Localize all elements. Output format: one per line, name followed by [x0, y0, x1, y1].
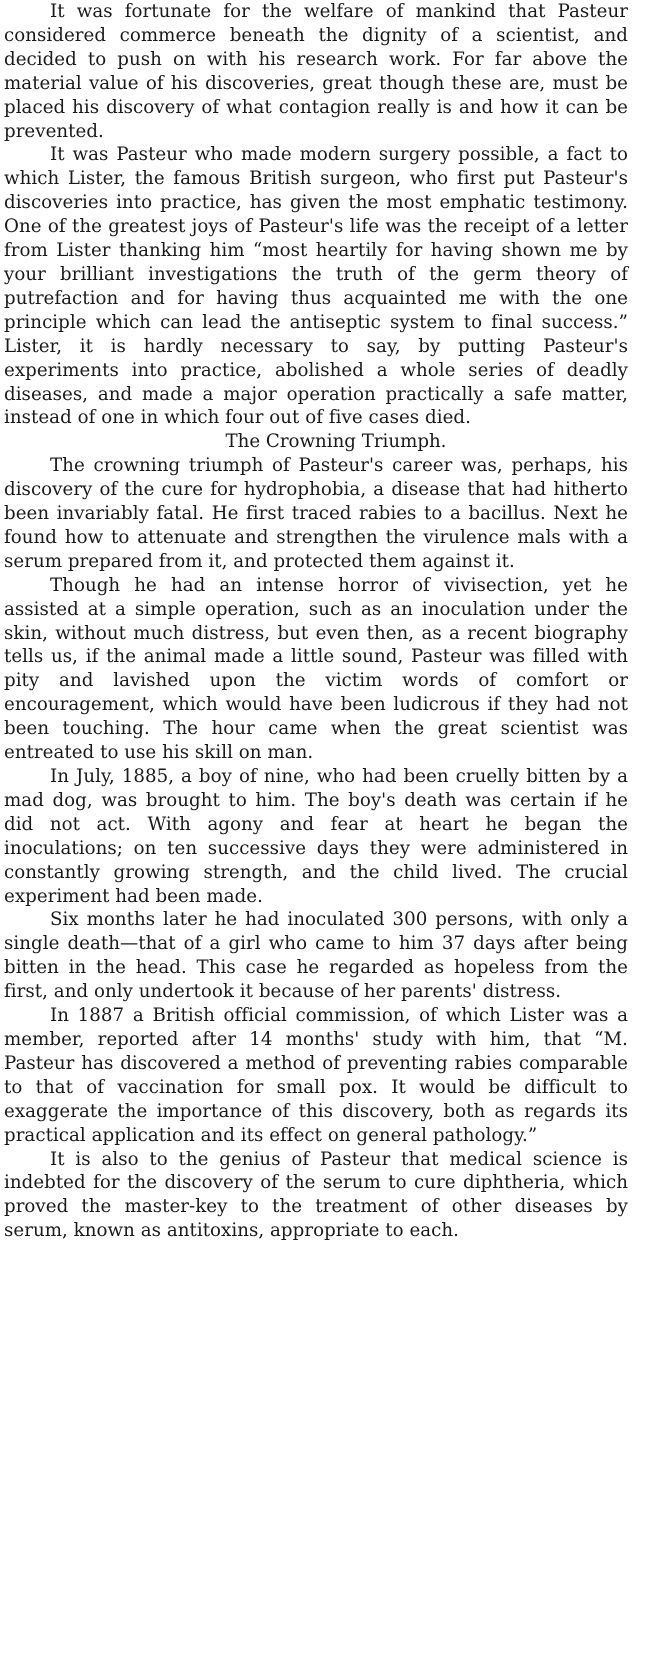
paragraph-hydrophobia: The crowning triumph of Pasteur's career was, perhaps, his discovery of the cure for hydrophobia, a disease that had hitherto been invariably fatal. He first traced rabies to a bacillus. Next he found how to attenuate and strengthen the virulence mals with a serum prepared from it, and protected them against it. [4, 455, 628, 572]
paragraph-diphtheria: It is also to the genius of Pasteur that medical science is indebted for the discovery of the serum to cure diphtheria, which proved the master-key to the treatment of other diseases by serum, known as antitoxins, appropriate to each. [4, 1148, 628, 1242]
section-heading: The Crowning Triumph. [225, 431, 447, 453]
article-body [4, 0, 628, 1243]
paragraph-july-1885: In July, 1885, a boy of nine, who had been cruelly bitten by a mad dog, was brought to him. The boy's death was certain if he did not act. With agony and fear at heart he began the inoculations; on ten successive days they were administered in constantly growing strength, and the child lived. The crucial experiment had been made. [4, 766, 628, 907]
paragraph-commerce: It was fortunate for the welfare of mankind that Pasteur considered commerce beneath the dignity of a scientist, and decided to push on with his research work. For far above the material value of his discoveries, great though these are, must be placed his discovery of what contagion really is and how it can be prevented. [4, 1, 628, 142]
paragraph-vivisection: Though he had an intense horror of vivisection, yet he assisted at a simple operation, such as an inoculation under the skin, without much distress, but even then, as a recent biography tells us, if the animal made a little sound, Pasteur was filled with pity and lavished upon the victim words of comfort or encouragement, which would have been ludicrous if they had not been touching. The hour came when the great scientist was entreated to use his skill on man. [4, 574, 628, 764]
paragraph-six-months: Six months later he had inoculated 300 persons, with only a single death—that of a girl who came to him 37 days after being bitten in the head. This case he regarded as hopeless from the first, and only undertook it because of her parents' distress. [4, 909, 628, 1003]
paragraph-commission-1887: In 1887 a British official commission, of which Lister was a member, reported after 14 months' study with him, that “M. Pasteur has discovered a method of preventing rabies comparable to that of vaccination for small pox. It would be difficult to exaggerate the importance of this discovery, both as regards its practical application and its effect on general pathology.” [4, 1005, 628, 1146]
paragraph-lister-testimony: It was Pasteur who made modern surgery possible, a fact to which Lister, the famous British surgeon, who first put Pasteur's discoveries into practice, has given the most emphatic testimony. One of the greatest joys of Pasteur's life was the receipt of a letter from Lister thanking him “most heartily for having shown me by your brilliant investigations the truth of the germ theory of putrefaction and for having thus acquainted me with the one principle which can lead the antiseptic system to final success.” Lister, it is hardly necessary to say, by putting Pasteur's experiments into practice, abolished a whole series of deadly diseases, and made a major operation practically a safe matter, instead of one in which four out of five cases died. [4, 144, 628, 429]
